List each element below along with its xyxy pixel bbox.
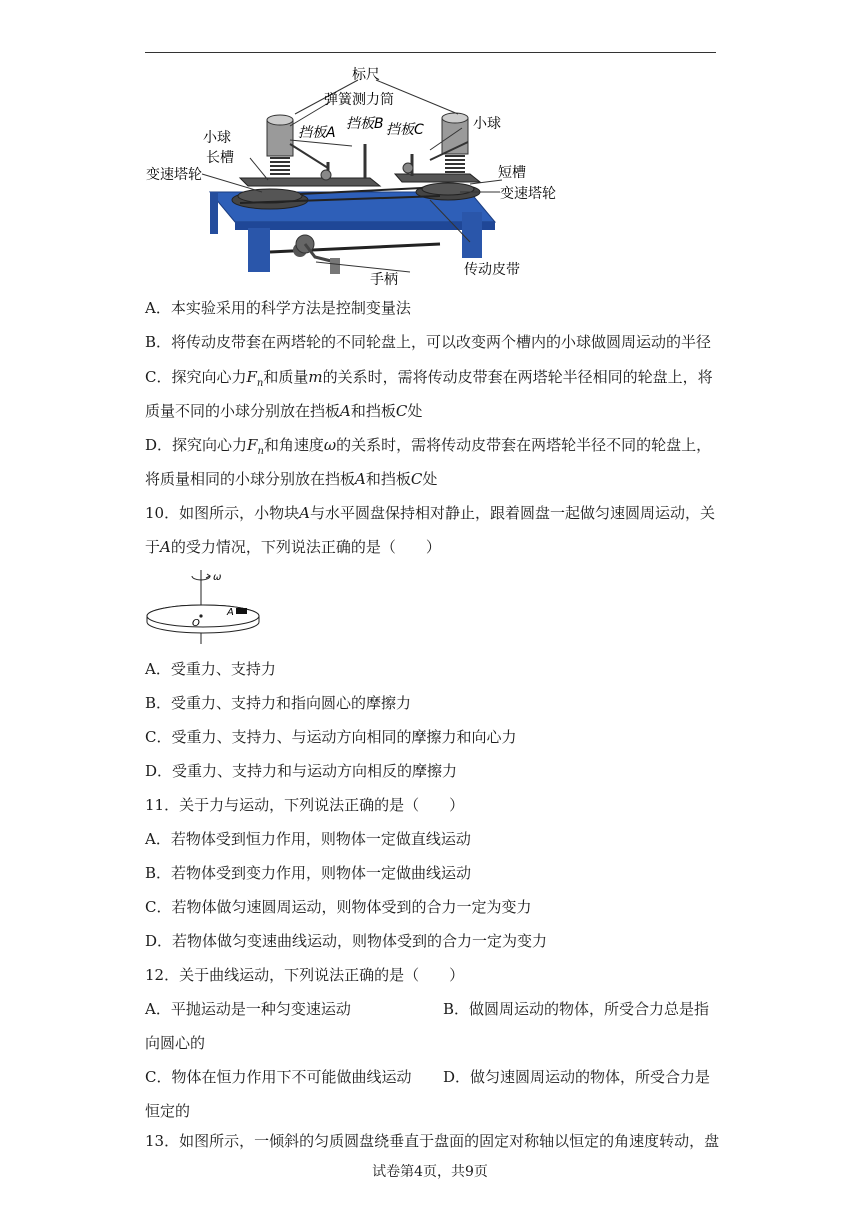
label-baffle-b: 挡板B [346, 116, 384, 132]
q9-option-d-c: C [410, 470, 423, 488]
q9-option-d-fn: F [247, 436, 258, 454]
q9-option-b: B．将传动皮带套在两塔轮的不同轮盘上，可以改变两个槽内的小球做圆周运动的半径 [145, 333, 712, 351]
q10-stem-a2: A [160, 538, 171, 556]
centripetal-force-apparatus-figure [140, 62, 580, 287]
q9-option-c-text6: 处 [407, 402, 423, 420]
label-tower-wheel-left: 变速塔轮 [146, 167, 202, 183]
q11-option-c: C．若物体做匀速圆周运动，则物体受到的合力一定为变力 [145, 898, 532, 916]
q12-option-a: A．平抛运动是一种匀变速运动 [145, 1000, 351, 1018]
q9-option-c-m: m [308, 368, 323, 386]
q9-option-c-fn-sub: n [256, 378, 264, 389]
label-baffle-a: 挡板A [298, 125, 336, 141]
q9-option-c-text2: 和质量 [263, 368, 309, 386]
label-belt: 传动皮带 [464, 262, 520, 278]
label-baffle-c: 挡板C [386, 122, 424, 138]
q10-stem-line2 [145, 537, 441, 557]
q10-option-a: A．受重力、支持力 [145, 660, 276, 678]
q9-option-c-c: C [395, 402, 408, 420]
q10-option-c: C．受重力、支持力、与运动方向相同的摩擦力和向心力 [145, 728, 517, 746]
q10-stem-text2: 与水平圆盘保持相对静止，跟着圆盘一起做匀速圆周运动，关 [309, 504, 715, 522]
q10-stem-text3: 于 [145, 538, 161, 556]
q9-option-d-text2: 和角速度 [263, 436, 324, 454]
fig-o-label: O [192, 618, 200, 629]
q9-option-c-text1: C．探究向心力 [145, 368, 247, 386]
q9-option-a: A．本实验采用的科学方法是控制变量法 [145, 299, 411, 317]
label-ball-left: 小球 [203, 130, 231, 146]
page-footer: 试卷第4页，共9页 [372, 1164, 488, 1180]
q10-stem-a1: A [299, 504, 310, 522]
q9-option-d-a: A [355, 470, 366, 488]
q9-option-d-fn-sub: n [257, 446, 264, 457]
label-tower-wheel-right: 变速塔轮 [500, 186, 556, 202]
rotating-disk-figure [140, 566, 270, 648]
label-short-slot: 短槽 [498, 165, 526, 181]
q10-option-b: B．受重力、支持力和指向圆心的摩擦力 [145, 694, 412, 712]
q9-option-d-text3: 的关系时，需将传动皮带套在两塔轮半径不同的轮盘上， [336, 436, 712, 454]
q12-option-c: C．物体在恒力作用下不可能做曲线运动 [145, 1068, 412, 1086]
q12-option-d-line1: D．做匀速圆周运动的物体，所受合力是 [443, 1068, 711, 1086]
q11-stem: 11．关于力与运动，下列说法正确的是（ ） [145, 796, 465, 814]
q12-option-d-line2: 恒定的 [145, 1102, 191, 1120]
q9-option-d-line2 [145, 469, 437, 489]
q10-option-d: D．受重力、支持力和与运动方向相反的摩擦力 [145, 762, 458, 780]
label-ball-right: 小球 [473, 116, 501, 132]
label-ruler: 标尺 [352, 67, 380, 83]
label-handle: 手柄 [370, 272, 398, 287]
q9-option-c-line1 [145, 367, 713, 394]
q9-option-d-text5: 和挡板 [365, 470, 411, 488]
q9-option-c-line2 [145, 401, 422, 421]
block-a [236, 608, 247, 614]
q10-stem-text1: 10．如图所示，小物块 [145, 504, 300, 522]
q13-stem: 13．如图所示，一倾斜的匀质圆盘绕垂直于盘面的固定对称轴以恒定的角速度转动，盘 [145, 1132, 720, 1150]
q9-option-c-text4: 质量不同的小球分别放在挡板 [145, 402, 341, 420]
q10-stem-text4: 的受力情况，下列说法正确的是（ ） [170, 538, 441, 556]
header-rule [145, 52, 716, 53]
q11-option-a: A．若物体受到恒力作用，则物体一定做直线运动 [145, 830, 471, 848]
fig-omega-label: ω [213, 572, 222, 583]
q11-option-b: B．若物体受到变力作用，则物体一定做曲线运动 [145, 864, 472, 882]
q9-option-d-text1: D．探究向心力 [145, 436, 248, 454]
q12-option-b-line2: 向圆心的 [145, 1034, 206, 1052]
q9-option-d-text4: 将质量相同的小球分别放在挡板 [145, 470, 356, 488]
q9-option-c-text5: 和挡板 [350, 402, 396, 420]
q9-option-c-fn: F [246, 368, 257, 386]
q9-option-c-a: A [340, 402, 351, 420]
q9-option-c-text3: 的关系时，需将传动皮带套在两塔轮半径相同的轮盘上，将 [322, 368, 713, 386]
q12-stem: 12．关于曲线运动，下列说法正确的是（ ） [145, 966, 465, 984]
label-long-slot: 长槽 [206, 150, 234, 166]
q9-option-d-line1 [145, 435, 711, 462]
fig-a-label: A [227, 607, 234, 618]
q9-option-d-text6: 处 [422, 470, 438, 488]
q9-option-d-omega: ω [323, 436, 337, 454]
label-spring-tube: 弹簧测力筒 [324, 92, 394, 108]
q11-option-d: D．若物体做匀变速曲线运动，则物体受到的合力一定为变力 [145, 932, 548, 950]
q12-option-b-line1: B．做圆周运动的物体，所受合力总是指 [443, 1000, 710, 1018]
q10-stem-line1 [145, 503, 715, 523]
